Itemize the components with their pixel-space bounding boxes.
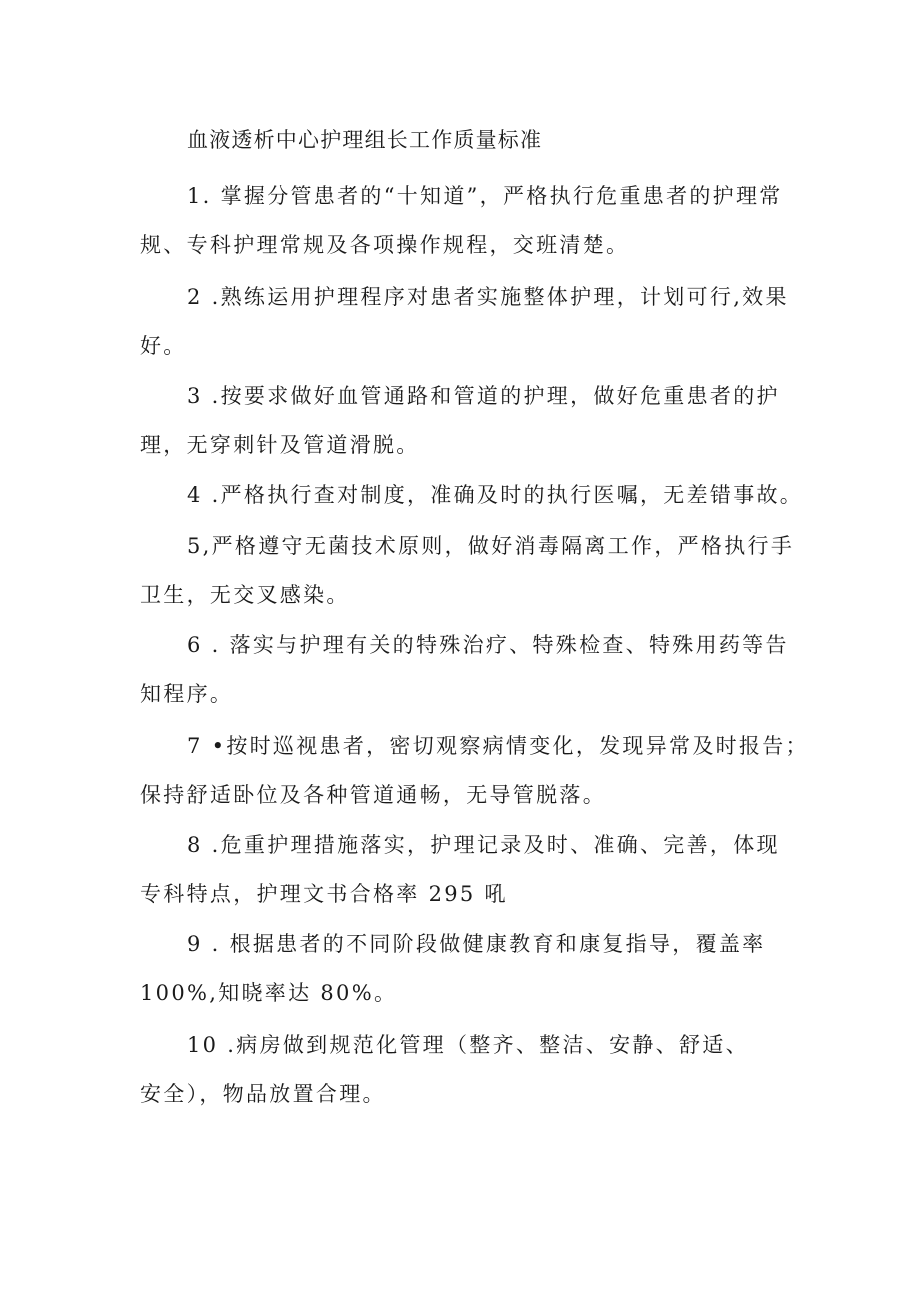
item-5-line-1: 5,严格遵守无菌技术原则，做好消毒隔离工作，严格执行手 — [187, 534, 795, 558]
item-5-line-2: 卫生，无交叉感染。 — [140, 583, 350, 607]
item-6-line-1: 6 . 落实与护理有关的特殊治疗、特殊检查、特殊用药等告 — [187, 633, 789, 657]
item-3-line-1: 3 .按要求做好血管通路和管道的护理，做好危重患者的护 — [187, 384, 780, 408]
document-title: 血液透析中心护理组长工作质量标准 — [187, 128, 543, 152]
item-7-line-1: 7 •按时巡视患者，密切观察病情变化，发现异常及时报告； — [187, 734, 809, 758]
item-2-line-1: 2 .熟练运用护理程序对患者实施整体护理，计划可行,效果 — [187, 285, 789, 309]
item-7-line-2: 保持舒适卧位及各种管道通畅，无导管脱落。 — [140, 783, 606, 807]
item-1-line-1: 1. 掌握分管患者的“十知道”，严格执行危重患者的护理常 — [187, 184, 783, 208]
item-3-line-2: 理，无穿刺针及管道滑脱。 — [140, 433, 420, 457]
item-2-line-2: 好。 — [140, 334, 187, 358]
item-8-line-1: 8 .危重护理措施落实，护理记录及时、准确、完善，体现 — [187, 833, 780, 857]
item-10-line-1: 10 .病房做到规范化管理（整齐、整洁、安静、舒适、 — [187, 1033, 749, 1057]
item-6-line-2: 知程序。 — [140, 682, 234, 706]
item-9-line-1: 9 . 根据患者的不同阶段做健康教育和康复指导，覆盖率 — [187, 932, 766, 956]
item-9-line-2: 100%,知晓率达 80%。 — [140, 981, 398, 1005]
item-4-line-1: 4 .严格执行查对制度，准确及时的执行医嘱，无差错事故。 — [187, 483, 804, 507]
item-10-line-2: 安全），物品放置合理。 — [140, 1082, 386, 1106]
item-1-line-2: 规、专科护理常规及各项操作规程，交班清楚。 — [140, 233, 630, 257]
item-8-line-2: 专科特点，护理文书合格率 295 吼 — [140, 882, 508, 906]
